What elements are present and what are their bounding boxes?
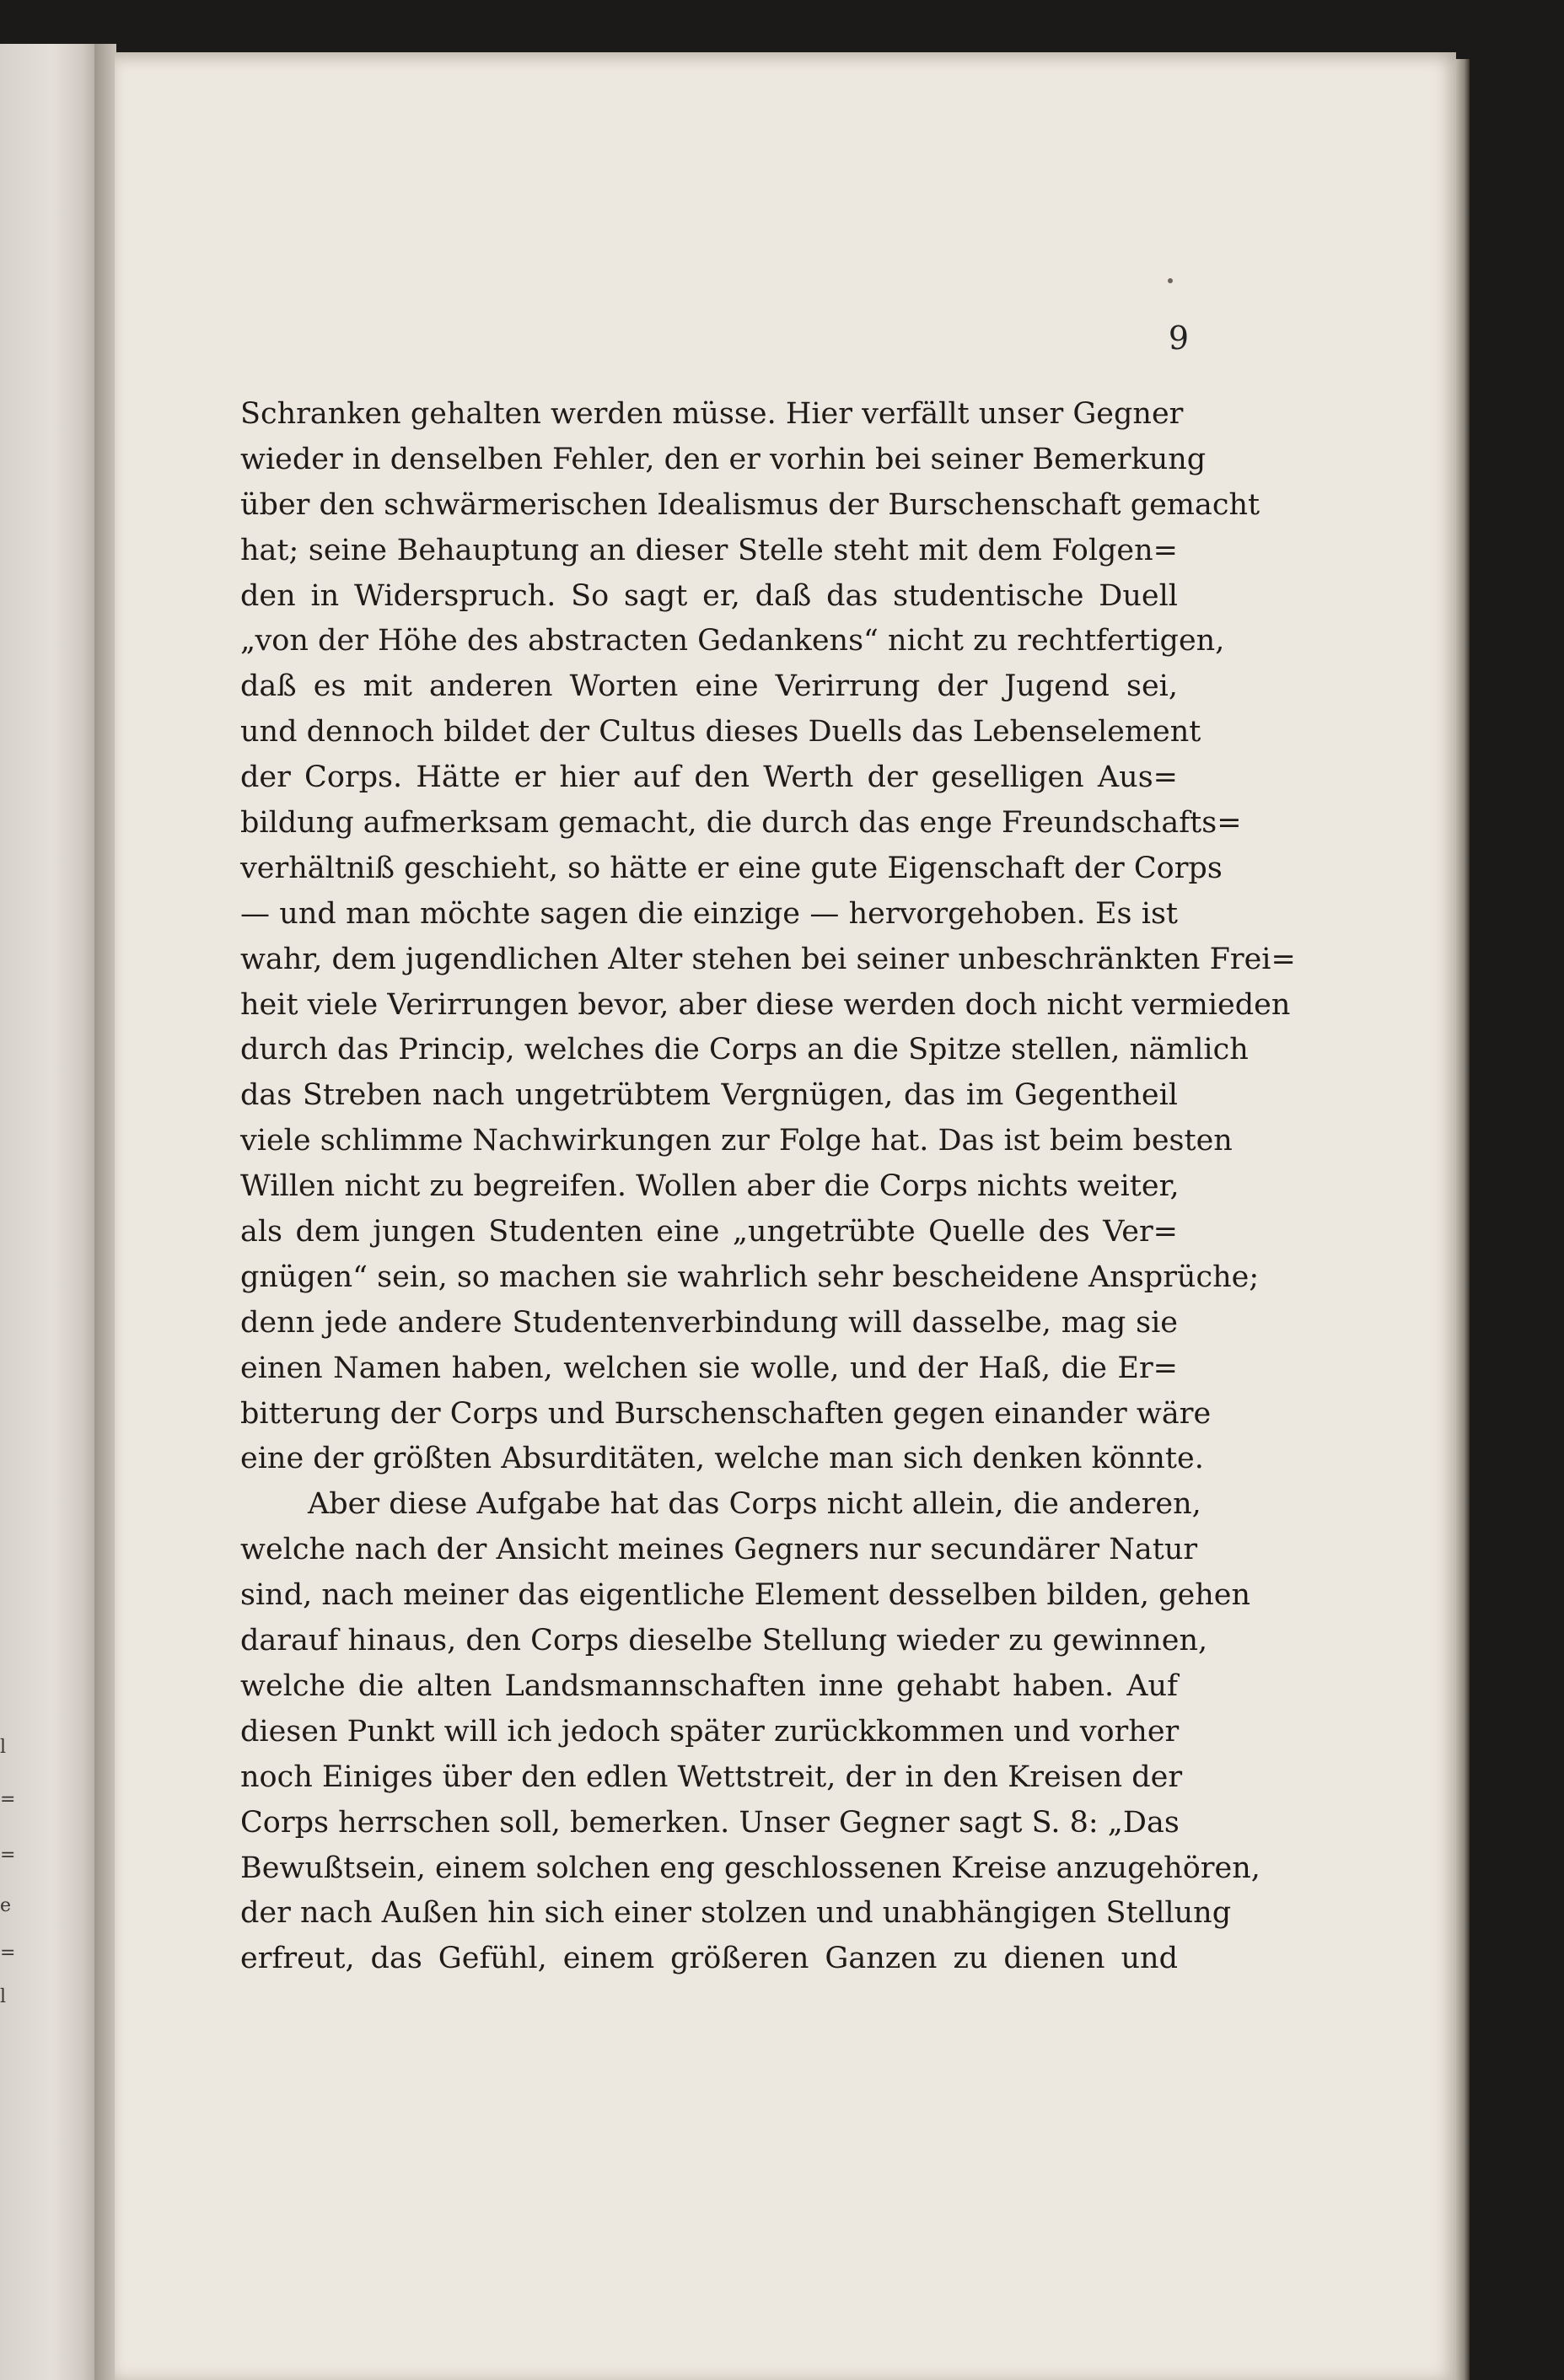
left-page-mark: e [0,1895,12,1916]
text-line: der Corps. Hätte er hier auf den Werth der geselligen Aus= [240,760,1178,795]
left-page-mark: l [0,1737,7,1758]
left-page-mark: l [0,1986,7,2007]
body-text [240,392,1296,2028]
text-line: wieder in denselben Fehler, den er vorhin bei seiner Bemerkung [240,442,1207,476]
left-page-mark: = [0,1845,16,1866]
page-edge [1456,59,1470,2380]
text-line: heit viele Verirrungen bevor, aber diese werden doch nicht vermieden [240,987,1291,1022]
left-page-edge [0,44,94,2380]
text-line: wahr, dem jugendlichen Alter stehen bei seiner unbeschränkten Frei= [240,942,1296,976]
text-line: als dem jungen Studenten eine „ungetrübte Quelle des Ver= [240,1215,1178,1249]
text-line: durch das Princip, welches die Corps an die Spitze stellen, nämlich [240,1033,1249,1067]
text-line: einen Namen haben, welchen sie wolle, und der Haß, die Er= [240,1351,1178,1385]
text-line: eine der größten Absurditäten, welche man sich denken könnte. [240,1442,1204,1476]
text-line: der nach Außen hin sich einer stolzen und unabhängigen Stellung [240,1896,1232,1931]
book-gutter [94,44,116,2380]
text-line: Corps herrschen soll, bemerken. Unser Gegner sagt S. 8: „Das [240,1805,1180,1840]
text-line: — und man möchte sagen die einzige — hervorgehoben. Es ist [240,896,1178,931]
text-line: über den schwärmerischen Idealismus der Burschenschaft gemacht [240,487,1260,522]
text-line: denn jede andere Studentenverbindung will dasselbe, mag sie [240,1305,1178,1340]
text-line: den in Widerspruch. So sagt er, daß das studentische Duell [240,578,1178,613]
paper-speck [1168,278,1173,283]
text-line: hat; seine Behauptung an dieser Stelle steht mit dem Folgen= [240,533,1178,567]
text-line: welche die alten Landsmannschaften inne gehabt haben. Auf [240,1668,1178,1703]
text-line: diesen Punkt will ich jedoch später zurückkommen und vorher [240,1714,1180,1749]
text-line: Bewußtsein, einem solchen eng geschlossenen Kreise anzugehören, [240,1851,1260,1885]
left-page-marks [0,1737,17,2023]
text-line: Schranken gehalten werden müsse. Hier verfällt unser Gegner [240,397,1184,431]
text-line: bildung aufmerksam gemacht, die durch das enge Freundschafts= [240,806,1242,841]
text-line: verhältniß geschieht, so hätte er eine gute Eigenschaft der Corps [240,851,1223,885]
text-line: gnügen“ sein, so machen sie wahrlich sehr bescheidene Ansprüche; [240,1260,1260,1294]
paragraph-2 [240,1482,1260,1982]
text-line: „von der Höhe des abstracten Gedankens“ nicht zu rechtfertigen, [240,624,1225,658]
text-line: noch Einiges über den edlen Wettstreit, der in den Kreisen der [240,1759,1183,1794]
text-line: und dennoch bildet der Cultus dieses Duells das Lebenselement [240,715,1201,749]
page-number: 9 [1168,320,1189,357]
text-line: erfreut, das Gefühl, einem größeren Ganzen zu dienen und [240,1942,1178,1976]
text-line: das Streben nach ungetrübtem Vergnügen, das im Gegentheil [240,1078,1178,1113]
text-line: daß es mit anderen Worten eine Verirrung der Jugend sei, [240,669,1178,704]
text-line: sind, nach meiner das eigentliche Element desselben bilden, gehen [240,1578,1251,1613]
text-line: Aber diese Aufgabe hat das Corps nicht allein, die anderen, [308,1487,1201,1522]
paragraph-1 [240,392,1296,1482]
text-line: viele schlimme Nachwirkungen zur Folge hat. Das ist beim besten [240,1124,1233,1158]
text-line: welche nach der Ansicht meines Gegners nur secundärer Natur [240,1533,1198,1567]
text-line: bitterung der Corps und Burschenschaften gegen einander wäre [240,1396,1212,1431]
left-page-mark: = [0,1789,16,1810]
text-line: darauf hinaus, den Corps dieselbe Stellung wieder zu gewinnen, [240,1624,1208,1658]
left-page-mark: = [0,1942,16,1964]
text-line: Willen nicht zu begreifen. Wollen aber die Corps nichts weiter, [240,1169,1180,1204]
